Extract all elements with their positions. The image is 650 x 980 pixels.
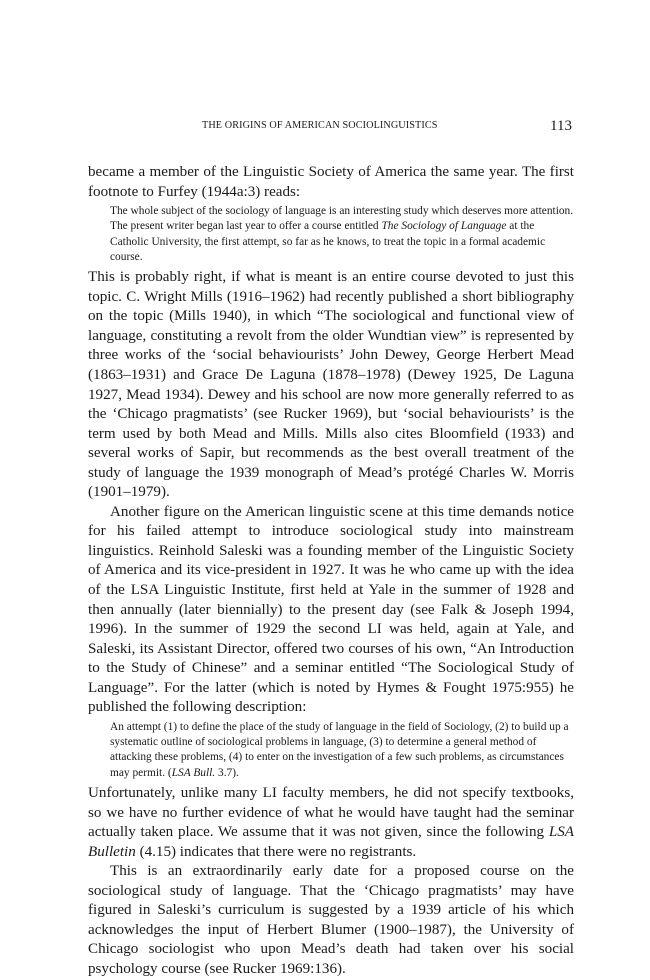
block-quote-furfey: [110, 204, 574, 265]
block-quote-saleski: [110, 720, 574, 781]
quote-2-text-a: An attempt (1) to define the place of the study of language in the field of Sociology, (2) to build up a systematic outline of sociological problems in language, (3) to determine a general method of attacking these problems, (4) to enter on the investigation of a few such problems, as circumstances may permit. (: [110, 720, 569, 779]
page-header: [88, 118, 574, 138]
quote-1-text-b: at the Catholic University, the first attempt, so far as he knows, to treat the topic in a formal academic course.: [110, 220, 546, 263]
paragraph-4-text-b: (4.15) indicates that there were no registrants.: [135, 843, 417, 860]
paragraph-1: became a member of the Linguistic Society of America the same year. The first footnote to Furfey (1944a:3) reads:: [88, 164, 574, 200]
paragraph-4-citation: LSA Bulletin: [88, 824, 574, 860]
paragraph-4-text-a: Unfortunately, unlike many LI faculty members, he did not specify textbooks, so we have no further evidence of what he would have taught had the seminar actually taken place. We assume that it was not given, since the following: [88, 785, 574, 841]
page-number: 113: [550, 118, 572, 134]
running-title: THE ORIGINS OF AMERICAN SOCIOLINGUISTICS: [202, 120, 438, 131]
quote-1-text-a: The whole subject of the sociology of language is an interesting study which deserves more attention. The present writer began last year to offer a course entitled: [110, 205, 574, 233]
book-page: [88, 118, 574, 980]
paragraph-4: [88, 784, 574, 862]
paragraph-2: This is probably right, if what is meant is an entire course devoted to just this topic. C. Wright Mills (1916–1962) had recently published a short bibliography on the topic (Mills 1940), in which “The sociological and functional view of language, constituting a revolt from the older Wundtian view” is represented by three works of the ‘social behaviourists’ John Dewey, George Herbert Mead (1863–1931) and Grace De Laguna (1878–1978) (Dewey 1925, De Laguna 1927, Mead 1934). Dewey and his school are now more generally referred to as the ‘Chicago pragmatists’ (see Rucker 1969), but ‘social behaviourists’ is the term used by both Mead and Mills. Mills also cites Bloomfield (1933) and several works of Sapir, but recommends as the best overall treatment of the study of language the 1939 monograph of Mead’s protégé Charles W. Morris (1901–1979).: [88, 269, 574, 501]
paragraph-3: Another figure on the American linguistic scene at this time demands notice for his failed attempt to introduce sociological study into mainstream linguistics. Reinhold Saleski was a founding member of the Linguistic Society of America and its vice-president in 1927. It was he who came up with the idea of the LSA Linguistic Institute, first held at Yale in the summer of 1928 and then annually (later biennially) to the present day (see Falk & Joseph 1994, 1996). In the summer of 1929 the second LI was held, again at Yale, and Saleski, its Assistant Director, offered two courses of his own, “An Introduction to the Study of Chinese” and a seminar entitled “The Sociological Study of Language”. For the latter (which is noted by Hymes & Fought 1975:955) he published the following description:: [88, 503, 574, 716]
quote-2-text-b: 3.7).: [215, 766, 239, 779]
quote-1-course-title: The Sociology of Language: [381, 220, 507, 233]
paragraph-5: This is an extraordinarily early date for a proposed course on the sociological study of language. That the ‘Chicago pragmatists’ may have figured in Saleski’s curriculum is suggested by a 1939 article of his which acknowledges the input of Herbert Blumer (1900–1987), the University of Chicago sociologist who upon Mead’s death had taken over his social psychology course (see Rucker 1969:136).: [88, 863, 574, 977]
page-body: [88, 163, 574, 980]
quote-2-citation: LSA Bull.: [171, 766, 216, 779]
